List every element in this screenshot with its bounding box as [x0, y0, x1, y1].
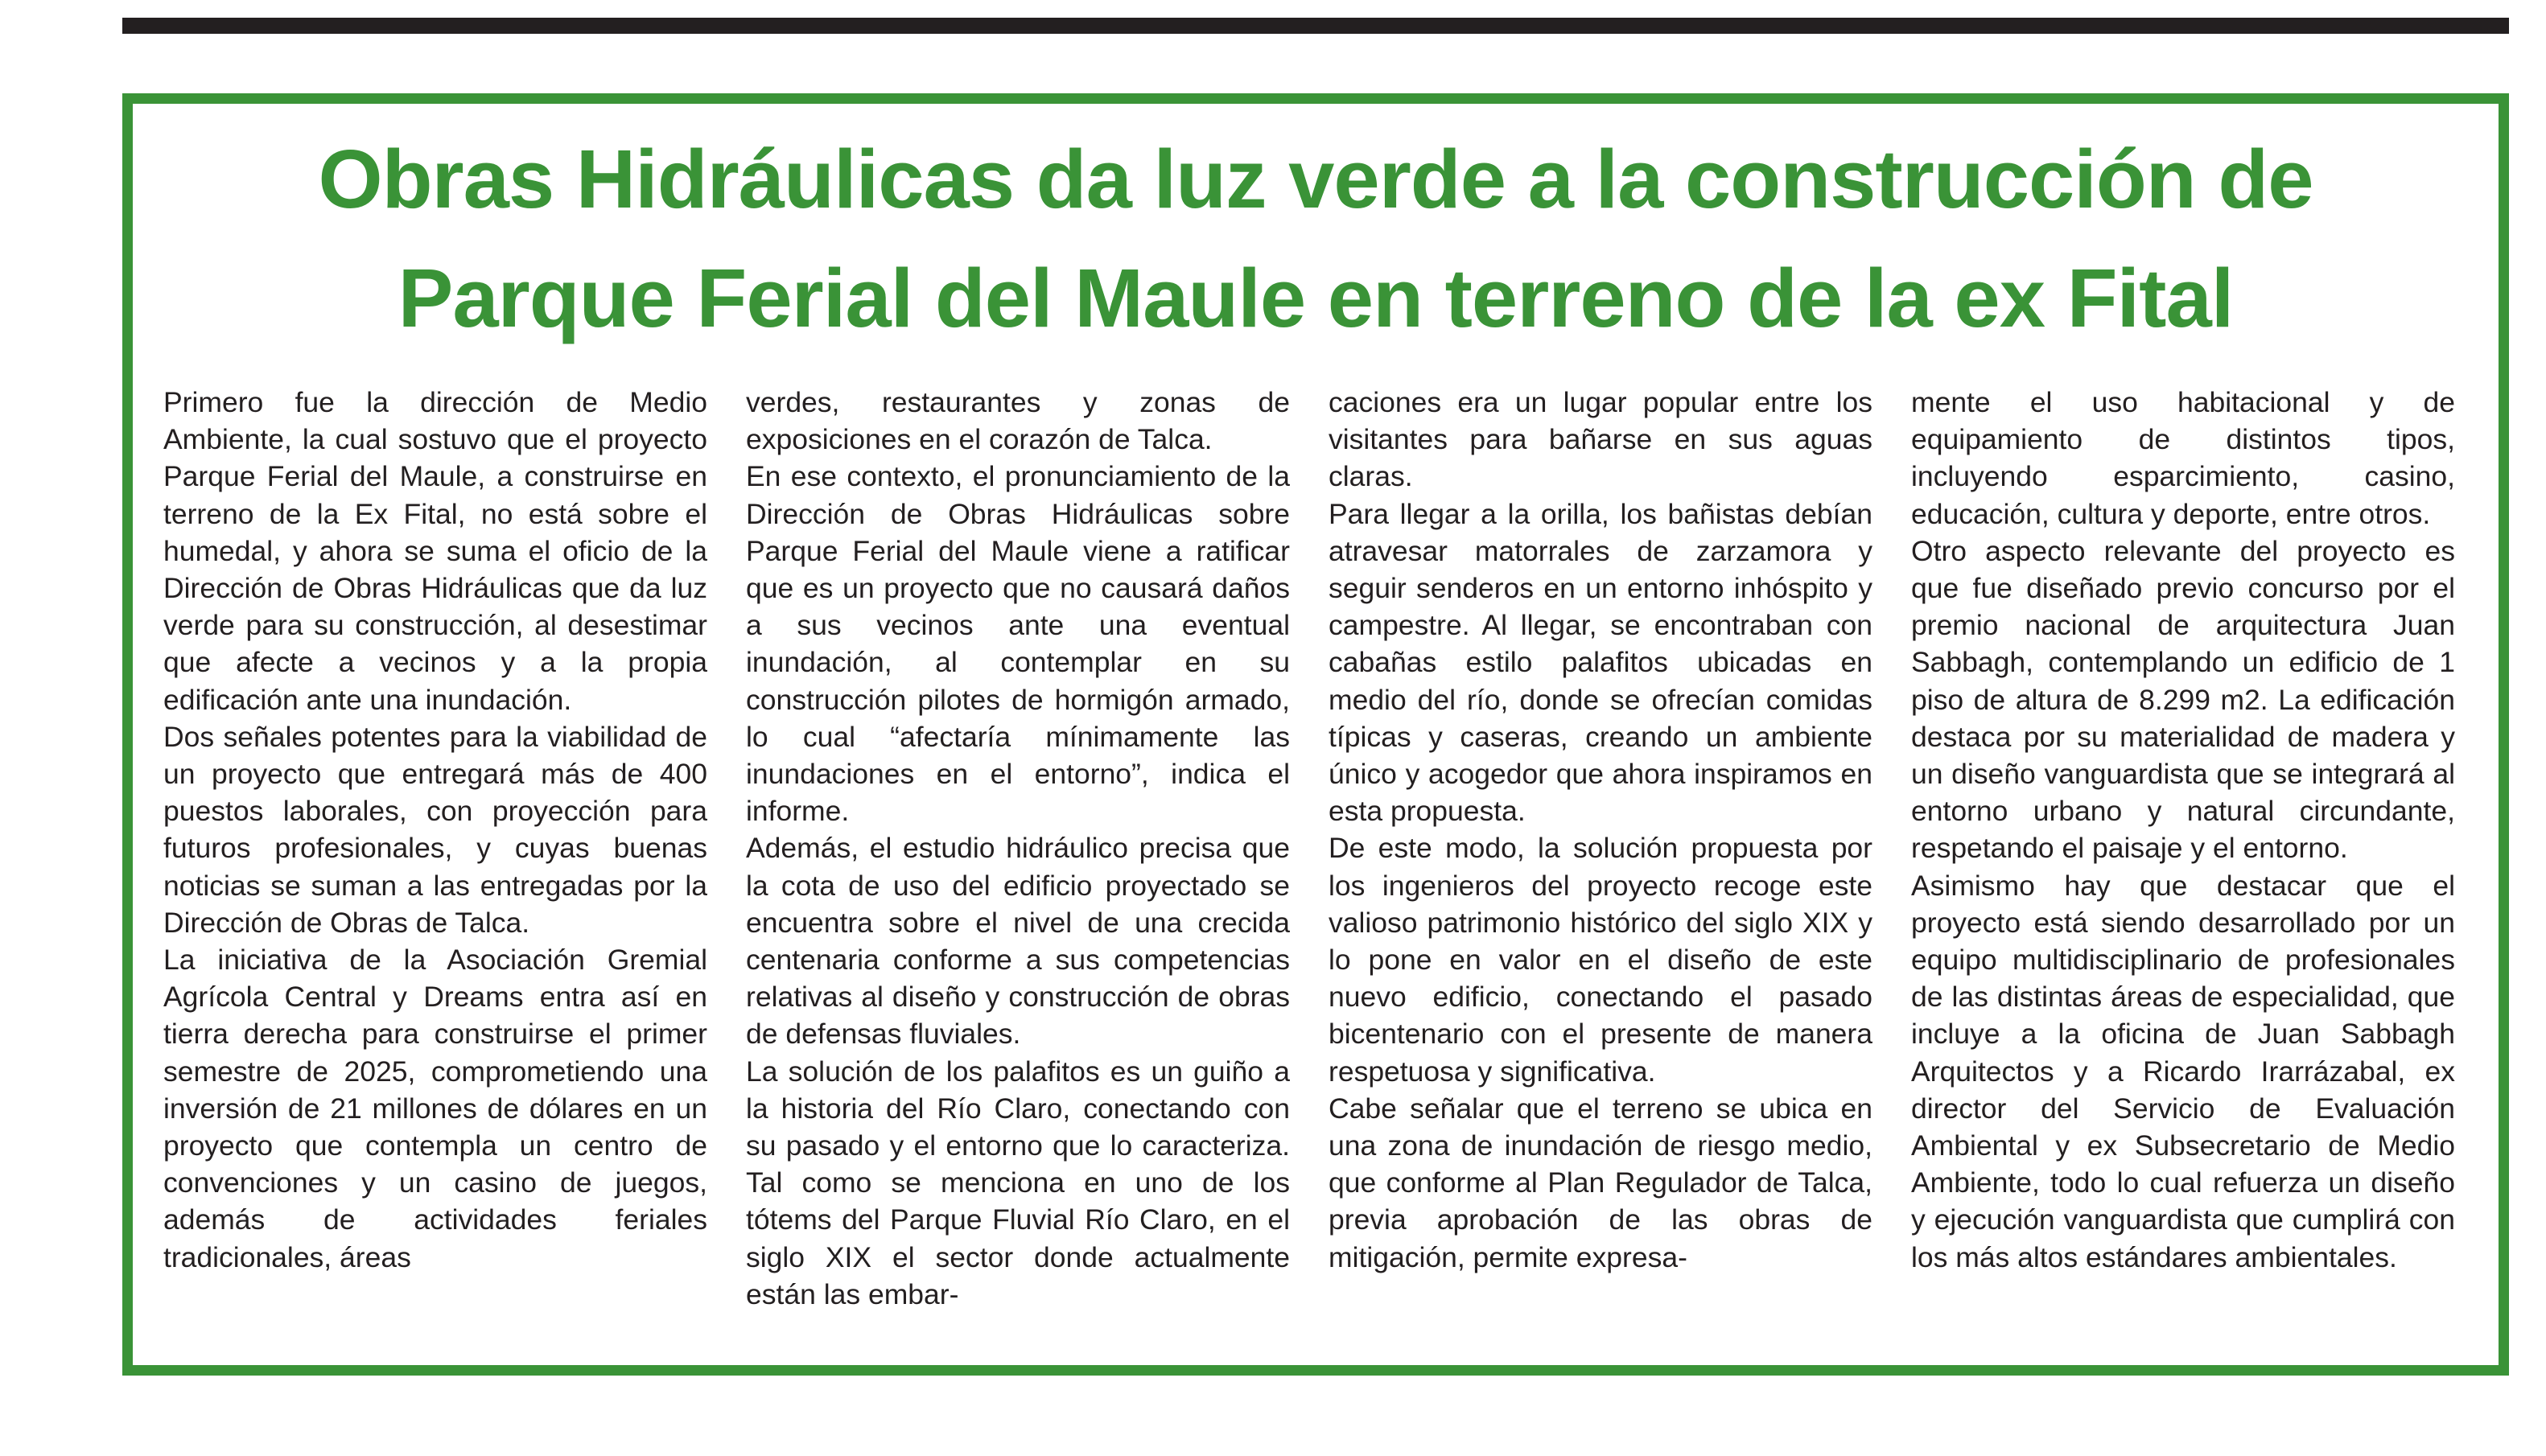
headline-line-2: Parque Ferial del Maule en terreno de la ex Fital	[398, 252, 2234, 344]
paragraph: Asimismo hay que destacar que el proyecto está siendo desarrollado por un equipo multidisciplinario de profesionales de las distintas áreas de especialidad, que incluye a la oficina de Juan Sabbagh Arquitectos y a Ricardo Irarrázabal, ex director del Servicio de Evaluación Ambiental y ex Subsecretario de Medio Ambiente, todo lo cual refuerza un diseño y ejecución vanguardista que cumplirá con los más altos estándares ambientales.	[1911, 869, 2455, 1273]
article-box	[122, 93, 2509, 1376]
article-column-4	[1911, 384, 2455, 1276]
paragraph: verdes, restaurantes y zonas de exposiciones en el corazón de Talca.	[746, 386, 1290, 456]
article-column-1	[163, 384, 707, 1276]
paragraph: La iniciativa de la Asociación Gremial Agrícola Central y Dreams entra así en tierra derecha para construirse el primer semestre de 2025, comprometiendo una inversión de 21 millones de dólares en un proyecto que contempla un centro de convenciones y un casino de juegos, además de actividades feriales tradicionales, áreas	[163, 944, 707, 1273]
article-column-2	[746, 384, 1290, 1313]
paragraph: Para llegar a la orilla, los bañistas debían atravesar matorrales de zarzamora y seguir senderos en un entorno inhóspito y campestre. Al llegar, se encontraban con cabañas estilo palafitos ubicadas en medio del río, donde se ofrecían comidas típicas y caseras, creando un ambiente único y acogedor que ahora inspiramos en esta propuesta.	[1329, 497, 1872, 828]
paragraph: Dos señales potentes para la viabilidad de un proyecto que entregará más de 400 puestos laborales, con proyección para futuros profesionales, y cuyas buenas noticias se suman a las entregadas por la Dirección de Obras de Talca.	[163, 720, 707, 939]
top-rule	[122, 18, 2509, 34]
paragraph: Primero fue la dirección de Medio Ambiente, la cual sostuvo que el proyecto Parque Ferial del Maule, a construirse en terreno de la Ex Fital, no está sobre el humedal, y ahora se suma el oficio de la Dirección de Obras Hidráulicas que da luz verde para su construcción, al desestimar que afecte a vecinos y a la propia edificación ante una inundación.	[163, 386, 707, 716]
paragraph: De este modo, la solución propuesta por los ingenieros del proyecto recoge este valioso patrimonio histórico del siglo XIX y lo pone en valor en el diseño de este nuevo edificio, conectando el pasado bicentenario con el presente de manera respetuosa y significativa.	[1329, 832, 1872, 1088]
article-column-3	[1329, 384, 1872, 1276]
headline-line-1: Obras Hidráulicas da luz verde a la construcción de	[318, 133, 2313, 225]
paragraph: Cabe señalar que el terreno se ubica en una zona de inundación de riesgo medio, que conforme al Plan Regulador de Talca, previa aprobación de las obras de mitigación, permite expresa-	[1329, 1092, 1872, 1273]
paragraph: Además, el estudio hidráulico precisa que la cota de uso del edificio proyectado se encuentra sobre el nivel de una crecida centenaria conforme a sus competencias relativas al diseño y construcción de obras de defensas fluviales.	[746, 832, 1290, 1051]
paragraph: Otro aspecto relevante del proyecto es que fue diseñado previo concurso por el premio nacional de arquitectura Juan Sabbagh, contemplando un edificio de 1 piso de altura de 8.299 m2. La edificación destaca por su materialidad de madera y un diseño vanguardista que se integrará al entorno urbano y natural circundante, respetando el paisaje y el entorno.	[1911, 534, 2455, 865]
paragraph: La solución de los palafitos es un guiño a la historia del Río Claro, conectando con su pasado y el entorno que lo caracteriza. Tal como se menciona en uno de los tótems del Parque Fluvial Río Claro, en el siglo XIX el sector donde actualmente están las embar-	[746, 1055, 1290, 1310]
paragraph: En ese contexto, el pronunciamiento de la Dirección de Obras Hidráulicas sobre Parque Ferial del Maule viene a ratificar que es un proyecto que no causará daños a sus vecinos ante una eventual inundación, al contemplar en su construcción pilotes de hormigón armado, lo cual “afectaría mínimamente las inundaciones en el entorno”, indica el informe.	[746, 460, 1290, 828]
article-headline	[149, 120, 2482, 358]
paragraph: caciones era un lugar popular entre los visitantes para bañarse en sus aguas claras.	[1329, 386, 1872, 493]
paragraph: mente el uso habitacional y de equipamiento de distintos tipos, incluyendo esparcimiento, casino, educación, cultura y deporte, entre otros.	[1911, 386, 2455, 530]
